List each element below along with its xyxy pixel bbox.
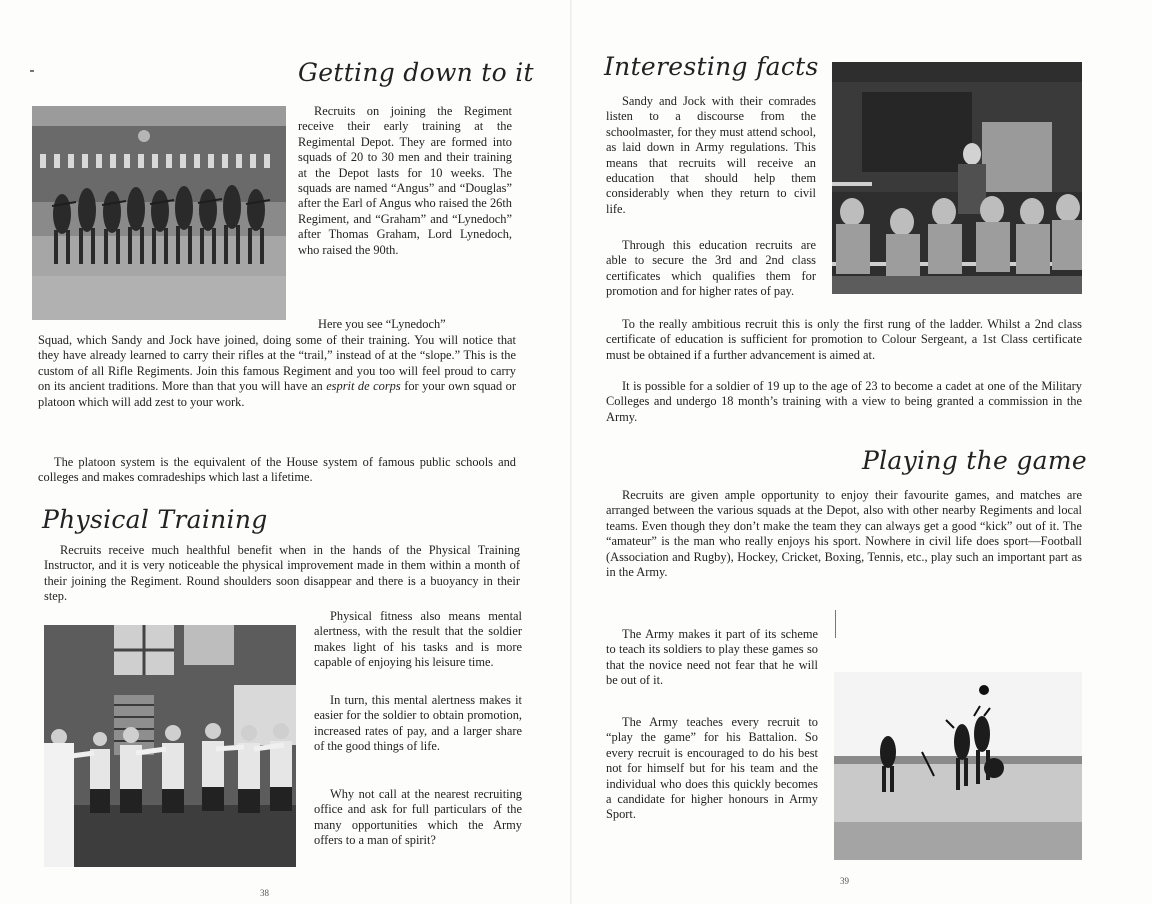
getting-down-paragraph-3: The platoon system is the equivalent of the House system of famous public schools and colleges and makes comradeships which last a lifetime.: [38, 455, 516, 485]
playing-the-game-heading: Playing the game: [862, 446, 1087, 475]
interesting-facts-heading: Interesting facts: [604, 52, 819, 81]
playing-paragraph-2: The Army makes it part of its scheme to teach its soldiers to play these games so that the novice need not fear that he will be out of it.: [606, 627, 818, 688]
esprit-de-corps-phrase: esprit de corps: [326, 379, 401, 394]
interesting-paragraph-4: It is possible for a soldier of 19 up to the age of 23 to become a cadet at one of the Military Colleges and undergo 18 month’s training with a view to being granted a commission in the Army.: [606, 379, 1082, 424]
physical-training-heading: Physical Training: [42, 505, 268, 534]
right-page: [572, 0, 1152, 904]
interesting-paragraph-1: Sandy and Jock with their comrades listen to a discourse from the schoolmaster, for they must attend school, as laid down in Army regulations. This means that recruits will receive an education that should help them considerably when they return to civil life.: [606, 94, 816, 216]
getting-down-paragraph-2-part-b: for your own squad or platoon which will add zest to your work.: [38, 379, 517, 409]
getting-down-paragraph-2-part-a: Squad, which Sandy and Jock have joined, doing some of their training. You will notice that they have already learned to carry their rifles at the “trail,” instead of at the “slope.” This is the custom of all Rifle Regiments. Join this famous Regiment and you too will feel proud to carry on its ancient traditions. More than that you will have an: [38, 333, 516, 394]
physical-paragraph-3: In turn, this mental alertness makes it easier for the soldier to obtain promotion, increased rates of pay, and a larger share of the good things of life.: [314, 693, 522, 754]
playing-paragraph-1: Recruits are given ample opportunity to enjoy their favourite games, and matches are arranged between the various squads at the Depot, also with other nearby Regiments and local teams. Even though they don’t make the team they can always get a good “kick” out of it. The “amateur” is the man who really enjoys his sport. Nowhere in civil life does sport—Football (Association and Rugby), Hockey, Cricket, Boxing, Tennis, etc., play such an important part as in the Army.: [606, 488, 1082, 580]
classroom-photo: [832, 62, 1082, 294]
getting-down-paragraph-1: Recruits on joining the Regiment receive their early training at the Regimental Depot. They are formed into squads of 20 to 30 men and their training at the Depot lasts for 10 weeks. The squads are named “Angus” and “Douglas” after the Earl of Angus who raised the 26th Regiment, and “Graham” and “Lynedoch” after Thomas Graham, Lord Lynedoch, who raised the 90th.: [298, 104, 512, 257]
physical-paragraph-1: Recruits receive much healthful benefit when in the hands of the Physical Training Instructor, and it is very noticeable the physical improvement made in them within a month of their joining the Regiment. Round shoulders soon disappear and there is a buoyancy in their step.: [44, 543, 520, 604]
page-number-right: 39: [840, 876, 849, 886]
getting-down-heading: Getting down to it: [298, 58, 534, 87]
squad-drill-photo: [32, 106, 286, 320]
margin-line: [835, 610, 836, 638]
gymnasium-photo: [44, 625, 296, 867]
playing-paragraph-3: The Army teaches every recruit to “play the game” for his Battalion. So every recruit is encouraged to do his best not for himself but for his team and the individual who does this quickly becomes a candidate for higher honours in Army Sport.: [606, 715, 818, 822]
interesting-paragraph-2: Through this education recruits are able to secure the 3rd and 2nd class certificates which qualifies them for promotion and for higher rates of pay.: [606, 238, 816, 299]
football-match-photo: [834, 672, 1082, 860]
physical-paragraph-4: Why not call at the nearest recruiting office and ask for full particulars of the many opportunities which the Army offers to a man of spirit?: [314, 787, 522, 848]
left-page: [0, 0, 572, 904]
print-speck: [30, 70, 34, 72]
getting-down-paragraph-2-start: Here you see “Lynedoch”: [318, 317, 446, 331]
page-number-left: 38: [260, 888, 269, 898]
physical-paragraph-2: Physical fitness also means mental alertness, with the result that the soldier makes light of his tasks and is more capable of enjoying his leisure time.: [314, 609, 522, 670]
getting-down-paragraph-2: [38, 333, 516, 410]
interesting-paragraph-3: To the really ambitious recruit this is only the first rung of the ladder. Whilst a 2nd class certificate of education is sufficient for promotion to Colour Sergeant, a 1st Class certificate must be obtained if a further advancement is aimed at.: [606, 317, 1082, 362]
